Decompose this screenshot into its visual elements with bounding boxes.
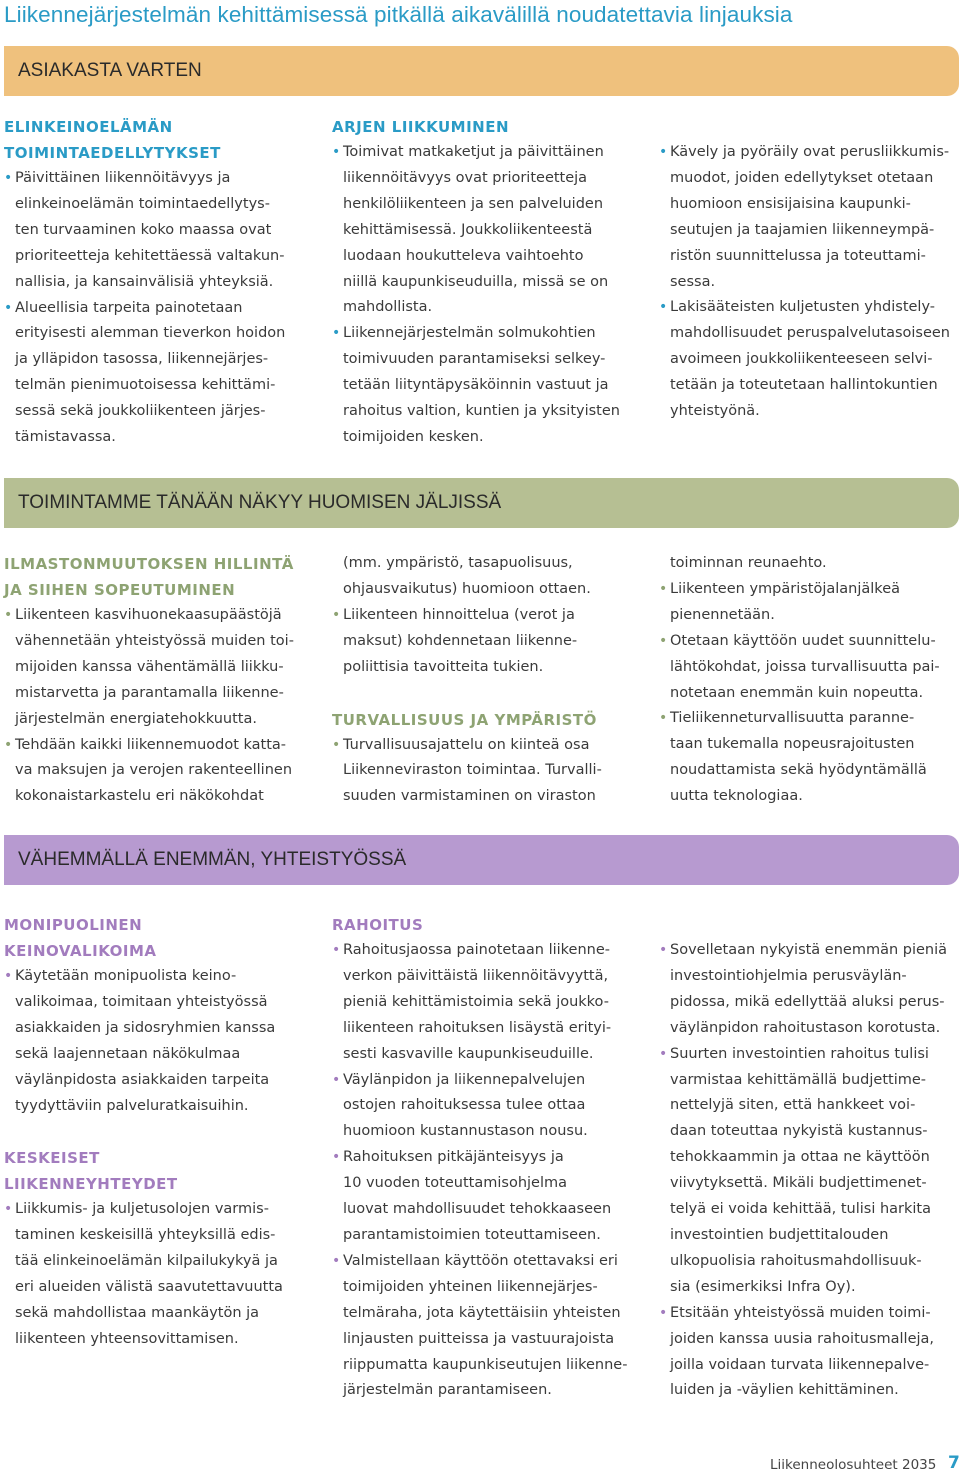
section-band-customer: ASIAKASTA VARTEN [4,46,959,96]
section1-col2 [332,114,637,451]
bullet-paragraph: • Liikenteen ympäristöjalanjälkeä pienennetään. [659,577,960,629]
section-band-cooperation: VÄHEMMÄLLÄ ENEMMÄN, YHTEISTYÖSSÄ [4,835,959,885]
section-heading: RAHOITUS [332,916,424,934]
section-heading: ARJEN LIIKKUMINEN [332,118,510,136]
bullet-paragraph: • Päivittäinen liikennöitävyys ja elinkeinoelämän toimintaedellytys- ten turvaaminen koko maassa ovat prioriteetteja kehitettäessä valtakun- nallisia, ja kansainvälisiä yhteyksiä. [4,166,309,296]
section-heading: KESKEISET LIIKENNEYHTEYDET [4,1149,178,1194]
bullet-paragraph: • Suurten investointien rahoitus tulisi varmistaa kehittämällä budjettime- nettelyjä siten, että hankkeet voi- daan toteuttaa nykyistä kustannus- tehokkaammin ja ottaa ne käyttöön viivytyksettä. Mikäli budjettimenet- telyä ei voida kehittää, tulisi harkita investointien budjettitalouden ulkopuolisia rahoitusmahdollisuuk- sia (esimerkiksi Infra Oy). [659,1042,960,1301]
bullet-paragraph: • Väylänpidon ja liikennepalvelujen ostojen rahoituksessa tulee ottaa huomioon kustannustason nousu. [332,1068,637,1146]
bullet-icon: • [659,632,668,649]
bullet-paragraph: • Rahoitusjaossa painotetaan liikenne- verkon päivittäistä liikennöitävyyttä, pieniä kehittämistoimia sekä joukko- liikenteen rahoituksen lisäystä erityi- sesti kasvaville kaupunkiseuduille. [332,938,637,1068]
section-heading: TURVALLISUUS JA YMPÄRISTÖ [332,710,597,729]
bullet-paragraph: • Otetaan käyttöön uudet suunnittelu- lähtökohdat, joissa turvallisuutta pai- notetaan enemmän kuin nopeutta. [659,629,960,707]
page-number: 7 [948,1453,960,1473]
paragraph-continuation: toiminnan reunaehto. [670,555,827,571]
bullet-icon: • [4,968,13,984]
section2-col1 [4,551,309,810]
section-band-future: TOIMINTAMME TÄNÄÄN NÄKYY HUOMISEN JÄLJISSÄ [4,478,959,528]
bullet-paragraph: • Alueellisia tarpeita painotetaan erityisesti alemman tieverkon hoidon ja ylläpidon tasossa, liikennejärjes- telmän pienimuotoisessa kehittämi- sessä sekä joukkoliikenteen järjes- tämistavassa. [4,296,309,451]
paragraph-continuation: (mm. ympäristö, tasapuolisuus, ohjausvaikutus) huomioon ottaen. [343,555,591,597]
bullet-paragraph: • Toimivat matkaketjut ja päivittäinen liikennöitävyys ovat prioriteetteja henkilöliikenteen ja sen palveluiden kehittämisessä. Joukkoliikenteestä luodaan houkutteleva vaihtoehto niillä kaupunkiseuduilla, missä se on mahdollista. [332,140,637,321]
section-heading: ILMASTONMUUTOKSEN HILLINTÄ JA SIIHEN SOPEUTUMINEN [4,555,294,599]
bullet-icon: • [332,942,341,958]
section1-col1 [4,114,309,451]
section3-col1 [4,912,309,1353]
bullet-icon: • [659,144,668,160]
bullet-icon: • [659,299,668,316]
bullet-paragraph: • Etsitään yhteistyössä muiden toimi- joiden kanssa uusia rahoitusmalleja, joilla voidaan turvata liikennepalve- luiden ja -väylien kehittäminen. [659,1301,960,1405]
bullet-icon: • [659,1045,668,1062]
section-heading: MONIPUOLINEN KEINOVALIKOIMA [4,916,157,960]
bullet-icon: • [4,736,13,753]
bullet-icon: • [332,144,341,160]
bullet-icon: • [659,942,668,958]
bullet-icon: • [332,325,341,342]
bullet-paragraph: • Rahoituksen pitkäjänteisyys ja 10 vuoden toteuttamisohjelma luovat mahdollisuudet tehokkaaseen parantamistoimien toteuttamiseen. [332,1145,637,1249]
bullet-icon: • [659,710,668,727]
bullet-paragraph: • Sovelletaan nykyistä enemmän pieniä investointiohjelmia perusväylän- pidossa, mikä edellyttää aluksi perus- väylänpidon rahoitustason korotusta. [659,938,960,1042]
bullet-icon: • [332,1071,341,1088]
bullet-paragraph: • Tieliikenneturvallisuutta paranne- taan tukemalla nopeusrajoitusten noudattamista sekä hyödyntämällä uutta teknologiaa. [659,706,960,810]
bullet-icon: • [332,736,341,753]
bullet-paragraph: • Kävely ja pyöräily ovat perusliikkumis- muodot, joiden edellytykset otetaan huomioon ensisijaisina kaupunki- seutujen ja taajamien liikenneympä- ristön suunnittelussa ja toteuttami- sessa. [659,140,960,295]
section2-col3 [659,551,960,810]
footer-publication: Liikenneolosuhteet 2035 [770,1457,937,1473]
bullet-icon: • [4,299,13,316]
bullet-paragraph: • Tehdään kaikki liikennemuodot katta- va maksujen ja verojen rakenteellinen kokonaistarkastelu eri näkökohdat [4,733,309,811]
bullet-paragraph: • Valmistellaan käyttöön otettavaksi eri toimijoiden yhteinen liikennejärjes- telmäraha, jota käytettäisiin yhteisten linjausten puitteissa ja vastuurajoista riippumatta kaupunkiseutujen liikenne- järjestelmän parantamiseen. [332,1249,637,1404]
bullet-icon: • [659,580,668,597]
bullet-icon: • [4,1201,13,1218]
section3-col2 [332,912,637,1404]
section2-col2 [332,551,637,810]
section-heading: ELINKEINOELÄMÄN TOIMINTAEDELLYTYKSET [4,118,221,162]
bullet-paragraph: • Liikennejärjestelmän solmukohtien toimivuuden parantamiseksi selkey- tetään liityntäpysäköinnin vastuut ja rahoitus valtion, kuntien ja yksityisten toimijoiden kesken. [332,321,637,451]
bullet-paragraph: • Liikkumis- ja kuljetusolojen varmis- taminen keskeisillä yhteyksillä edis- tää elinkeinoelämän kilpailukykyä ja eri alueiden välistä saavutettavuutta sekä mahdollistaa maankäytön ja liikenteen yhteensovittamisen. [4,1197,309,1352]
page-title: Liikennejärjestelmän kehittämisessä pitkällä aikavälillä noudatettavia linjauksia [4,2,793,27]
bullet-paragraph: • Liikenteen hinnoittelua (verot ja maksut) kohdennetaan liikenne- poliittisia tavoitteita tukien. [332,603,637,681]
bullet-paragraph: • Käytetään monipuolista keino- valikoimaa, toimitaan yhteistyössä asiakkaiden ja sidosryhmien kanssa sekä laajennetaan näkökulmaa väylänpidosta asiakkaiden tarpeita tyydyttäviin palveluratkaisuihin. [4,964,309,1119]
bullet-icon: • [659,1304,668,1321]
bullet-icon: • [4,607,13,623]
bullet-paragraph: • Turvallisuusajattelu on kiinteä osa Liikenneviraston toimintaa. Turvalli- suuden varmistaminen on viraston [332,733,637,811]
bullet-icon: • [332,606,341,623]
bullet-icon: • [4,170,13,186]
bullet-icon: • [332,1252,341,1269]
section1-col3 [659,140,960,425]
bullet-paragraph: • Liikenteen kasvihuonekaasupäästöjä vähennetään yhteistyössä muiden toi- mijoiden kanssa vähentämällä liikku- mistarvetta ja parantamalla liikenne- järjestelmän energiatehokkuutta. [4,603,309,733]
bullet-icon: • [332,1149,341,1166]
section3-col3 [659,938,960,1404]
bullet-paragraph: • Lakisääteisten kuljetusten yhdistely- mahdollisuudet peruspalvelutasoiseen avoimeen joukkoliikenteeseen selvi- tetään ja toteutetaan hallintokuntien yhteistyönä. [659,295,960,425]
